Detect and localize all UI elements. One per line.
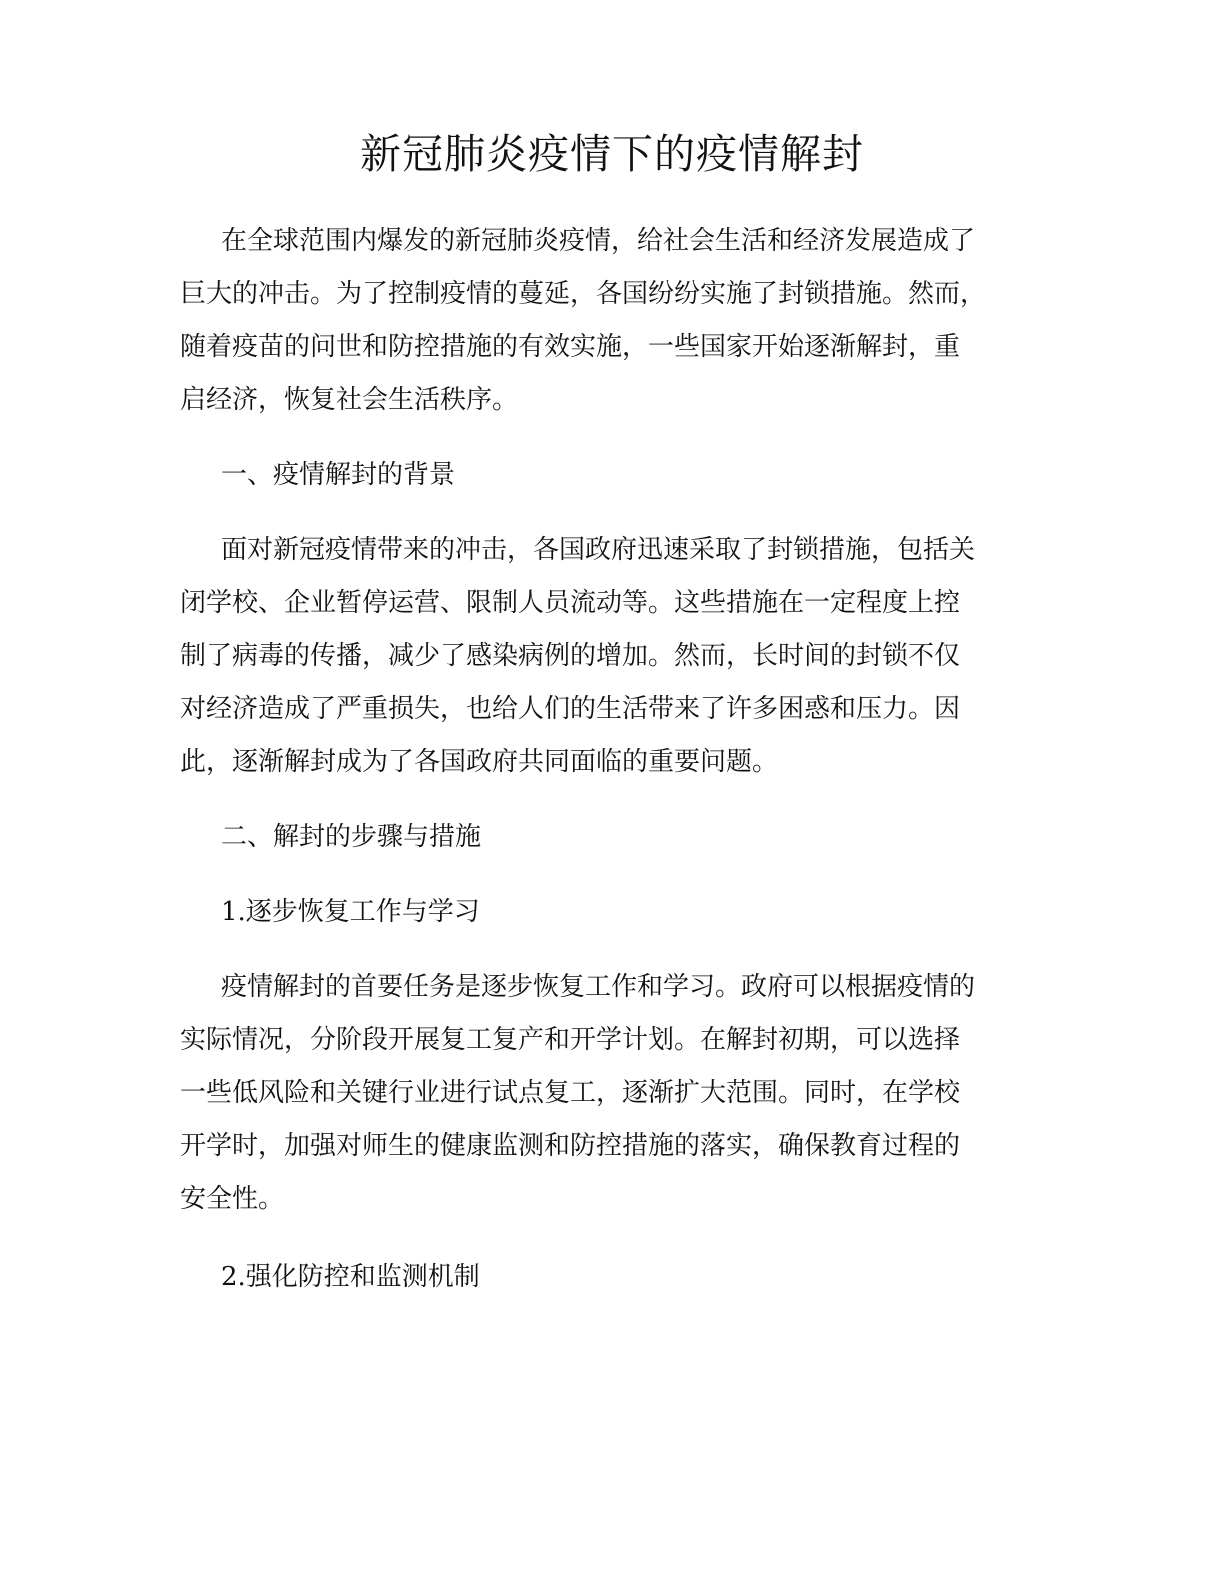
subsection-heading: 2.强化防控和监测机制 bbox=[221, 1262, 480, 1292]
paragraph-line: 一些低风险和关键行业进行试点复工，逐渐扩大范围。同时，在学校 bbox=[180, 1078, 961, 1108]
document-title: 新冠肺炎疫情下的疫情解封 bbox=[360, 130, 864, 178]
paragraph-line: 闭学校、企业暂停运营、限制人员流动等。这些措施在一定程度上控 bbox=[180, 588, 961, 618]
paragraph-line: 启经济，恢复社会生活秩序。 bbox=[180, 385, 519, 415]
paragraph-line: 开学时，加强对师生的健康监测和防控措施的落实，确保教育过程的 bbox=[180, 1131, 961, 1161]
paragraph-line: 面对新冠疫情带来的冲击，各国政府迅速采取了封锁措施，包括关 bbox=[221, 535, 976, 565]
paragraph-line: 制了病毒的传播，减少了感染病例的增加。然而，长时间的封锁不仅 bbox=[180, 641, 961, 671]
paragraph-line: 在全球范围内爆发的新冠肺炎疫情，给社会生活和经济发展造成了 bbox=[221, 226, 976, 256]
section-heading: 一、疫情解封的背景 bbox=[221, 460, 456, 490]
paragraph-line: 疫情解封的首要任务是逐步恢复工作和学习。政府可以根据疫情的 bbox=[221, 972, 976, 1002]
section-heading: 二、解封的步骤与措施 bbox=[221, 822, 482, 852]
paragraph-line: 随着疫苗的问世和防控措施的有效实施，一些国家开始逐渐解封，重 bbox=[180, 332, 961, 362]
paragraph-line: 实际情况，分阶段开展复工复产和开学计划。在解封初期，可以选择 bbox=[180, 1025, 961, 1055]
paragraph-line: 安全性。 bbox=[180, 1184, 285, 1214]
paragraph-line: 此，逐渐解封成为了各国政府共同面临的重要问题。 bbox=[180, 747, 779, 777]
subsection-heading: 1.逐步恢复工作与学习 bbox=[221, 897, 480, 927]
paragraph-line: 巨大的冲击。为了控制疫情的蔓延，各国纷纷实施了封锁措施。然而， bbox=[180, 279, 987, 309]
paragraph-line: 对经济造成了严重损失，也给人们的生活带来了许多困惑和压力。因 bbox=[180, 694, 961, 724]
